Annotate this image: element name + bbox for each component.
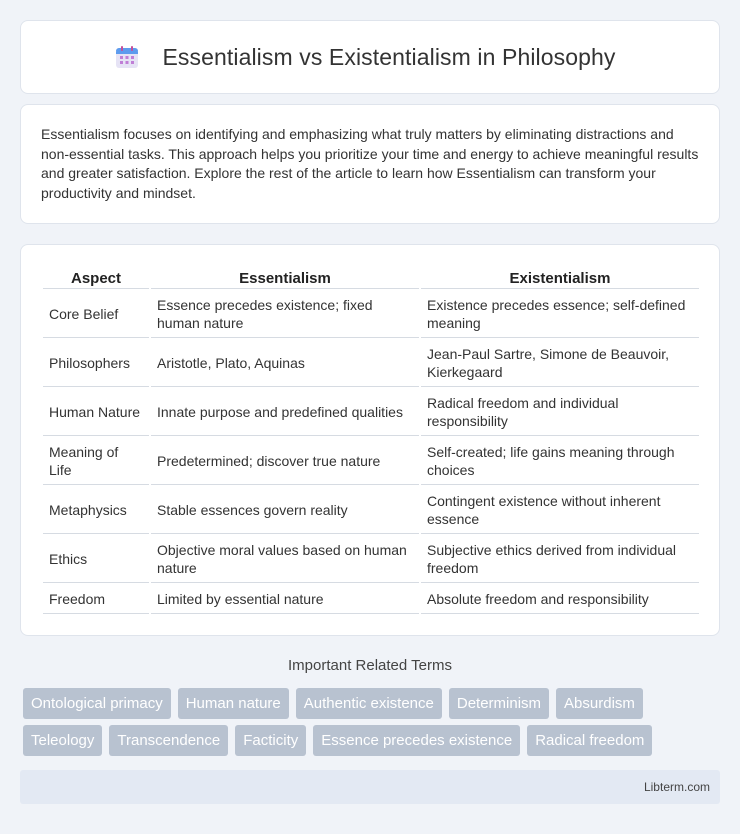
cell-essentialism: Stable essences govern reality [151, 487, 419, 534]
table-row [43, 585, 699, 614]
tag-row [23, 688, 723, 719]
cell-aspect: Philosophers [43, 340, 149, 387]
tag-facticity[interactable]: Facticity [235, 725, 306, 756]
table-row [43, 536, 699, 583]
tag-determinism[interactable]: Determinism [449, 688, 549, 719]
cell-existentialism: Self-created; life gains meaning through choices [421, 438, 699, 485]
cell-essentialism: Essence precedes existence; fixed human nature [151, 291, 419, 338]
tag-radical-freedom[interactable]: Radical freedom [527, 725, 652, 756]
tag-ontological-primacy[interactable]: Ontological primacy [23, 688, 171, 719]
cell-essentialism: Objective moral values based on human nature [151, 536, 419, 583]
tag-teleology[interactable]: Teleology [23, 725, 102, 756]
footer [20, 770, 720, 804]
comparison-table-card [20, 244, 720, 636]
intro-text: Essentialism focuses on identifying and emphasizing what truly matters by eliminating distractions and non-essential tasks. This approach helps you prioritize your time and energy to achieve meaningful results and greater satisfaction. Explore the rest of the article to learn how Essentialism can transform your productivity and mindset. [41, 126, 699, 201]
calendar-icon [114, 44, 140, 70]
cell-essentialism: Predetermined; discover true nature [151, 438, 419, 485]
table-row [43, 438, 699, 485]
tag-transcendence[interactable]: Transcendence [109, 725, 228, 756]
cell-aspect: Ethics [43, 536, 149, 583]
header-aspect: Aspect [43, 267, 149, 289]
related-terms-title: Important Related Terms [288, 657, 452, 674]
cell-essentialism: Limited by essential nature [151, 585, 419, 614]
cell-existentialism: Absolute freedom and responsibility [421, 585, 699, 614]
header-essentialism: Essentialism [151, 267, 419, 289]
cell-aspect: Meaning of Life [43, 438, 149, 485]
cell-aspect: Metaphysics [43, 487, 149, 534]
table-row [43, 389, 699, 436]
cell-existentialism: Jean-Paul Sartre, Simone de Beauvoir, Kierkegaard [421, 340, 699, 387]
tag-authentic-existence[interactable]: Authentic existence [296, 688, 442, 719]
cell-existentialism: Existence precedes essence; self-defined meaning [421, 291, 699, 338]
table-row [43, 291, 699, 338]
header-existentialism: Existentialism [421, 267, 699, 289]
cell-essentialism: Innate purpose and predefined qualities [151, 389, 419, 436]
tag-row [23, 725, 723, 756]
tag-human-nature[interactable]: Human nature [178, 688, 289, 719]
cell-existentialism: Radical freedom and individual responsibility [421, 389, 699, 436]
comparison-table [41, 265, 701, 616]
table-row [43, 487, 699, 534]
tag-essence-precedes-existence[interactable]: Essence precedes existence [313, 725, 520, 756]
cell-aspect: Core Belief [43, 291, 149, 338]
cell-existentialism: Subjective ethics derived from individual freedom [421, 536, 699, 583]
table-header-row [43, 267, 699, 289]
table-row [43, 340, 699, 387]
tag-absurdism[interactable]: Absurdism [556, 688, 643, 719]
cell-aspect: Freedom [43, 585, 149, 614]
related-terms-tags [23, 688, 723, 762]
cell-existentialism: Contingent existence without inherent essence [421, 487, 699, 534]
intro-card [20, 104, 720, 224]
footer-site-link[interactable]: Libterm.com [643, 780, 710, 794]
page-title: Essentialism vs Existentialism in Philosophy [162, 43, 616, 70]
header-card [20, 20, 720, 94]
cell-aspect: Human Nature [43, 389, 149, 436]
cell-essentialism: Aristotle, Plato, Aquinas [151, 340, 419, 387]
